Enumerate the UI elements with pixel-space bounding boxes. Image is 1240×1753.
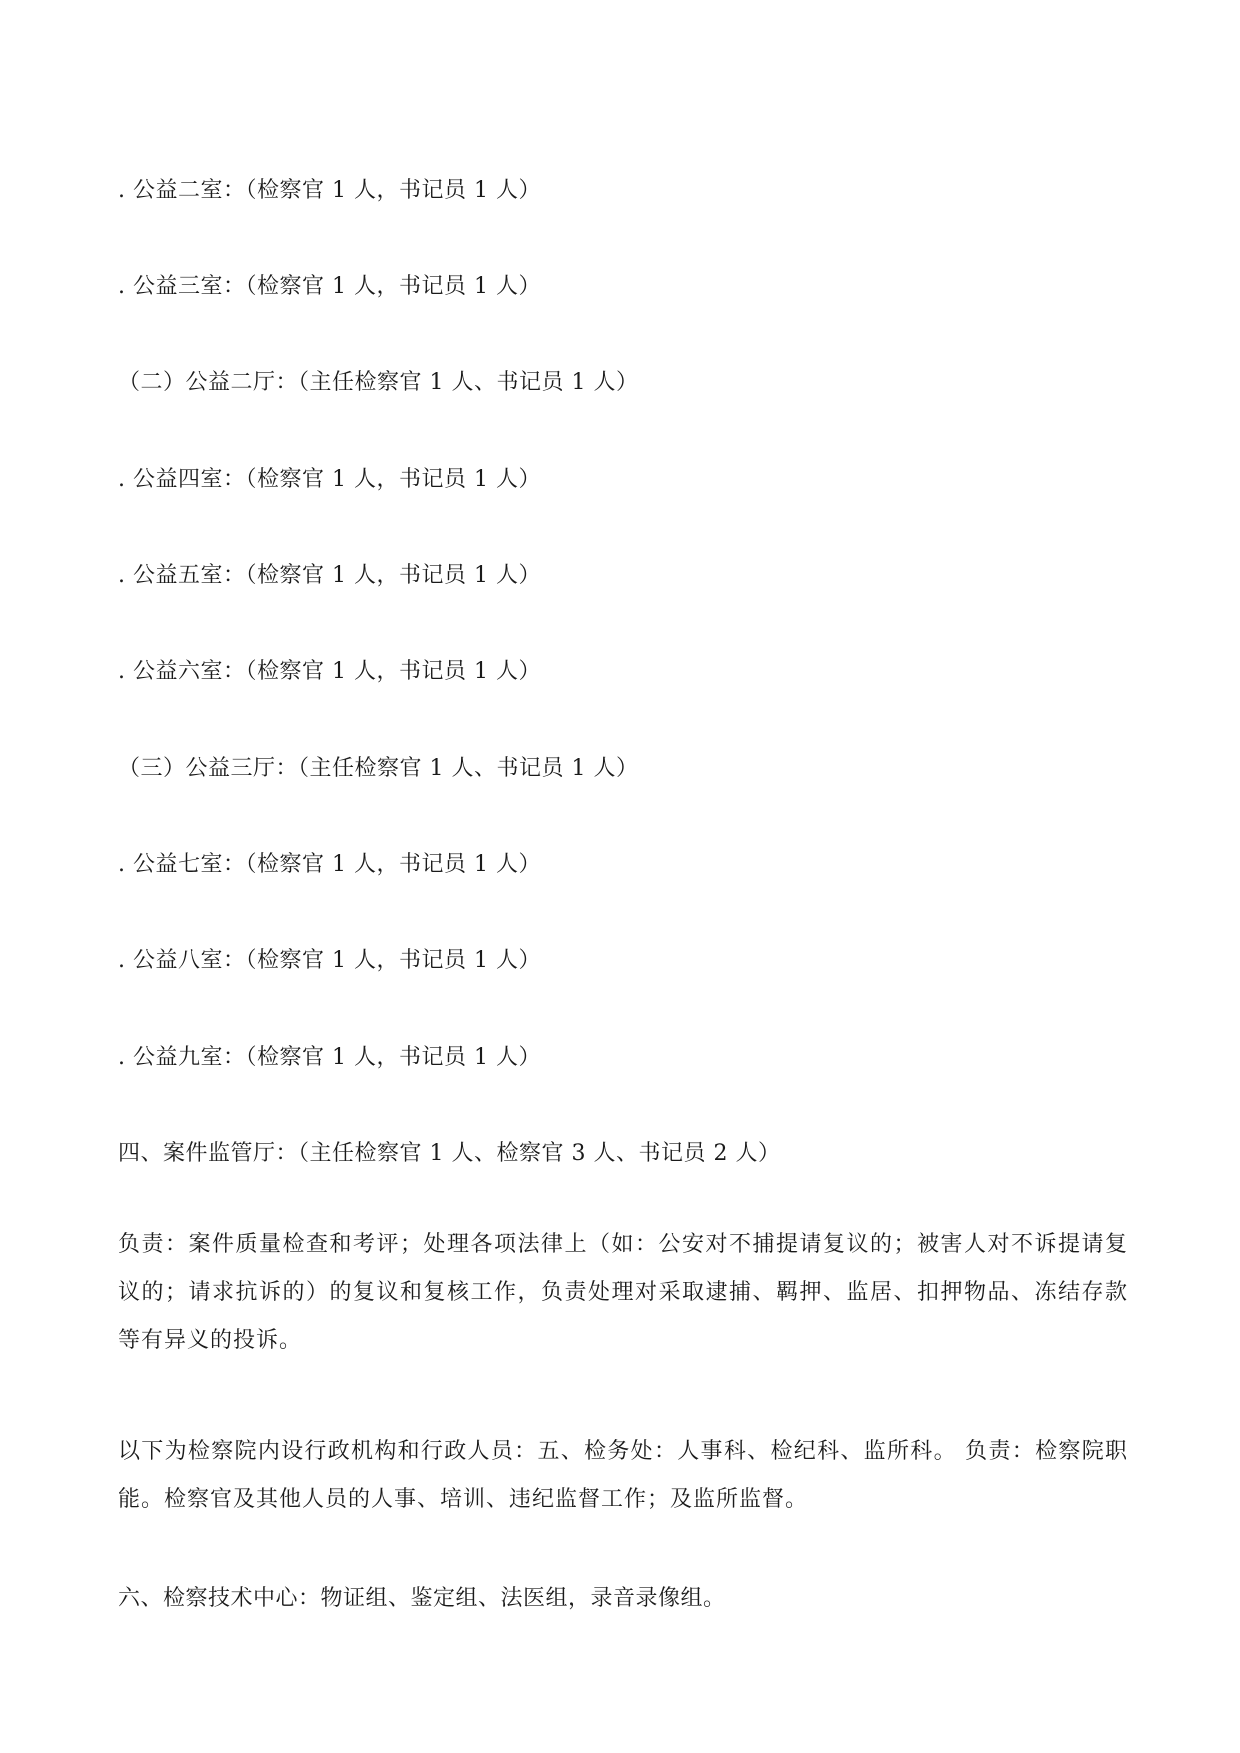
line-public-interest-hall-3: （三）公益三厅：（主任检察官 1 人、书记员 1 人）: [118, 756, 639, 781]
paragraph-responsibility: 负责：案件质量检查和考评；处理各项法律上（如：公安对不捕提请复议的；被害人对不诉提请复议的；请求抗诉的）的复议和复核工作，负责处理对采取逮捕、羁押、监居、扣押物品、冻结存款等有异义的投诉。: [118, 1232, 1128, 1353]
line-public-interest-room-6: . 公益六室：（检察官 1 人，书记员 1 人）: [118, 659, 541, 684]
line-public-interest-room-7: . 公益七室：（检察官 1 人，书记员 1 人）: [118, 852, 541, 877]
line-public-interest-room-4: . 公益四室：（检察官 1 人，书记员 1 人）: [118, 467, 541, 492]
paragraph-admin-structure: 以下为检察院内设行政机构和行政人员：五、检务处：人事科、检纪科、监所科。 负责：检察院职能。检察官及其他人员的人事、培训、违纪监督工作；及监所监督。: [118, 1439, 1128, 1512]
line-public-interest-room-8: . 公益八室：（检察官 1 人，书记员 1 人）: [118, 948, 541, 973]
line-public-interest-room-2: . 公益二室：（检察官 1 人，书记员 1 人）: [118, 178, 541, 203]
line-technical-center: 六、检察技术中心：物证组、鉴定组、法医组，录音录像组。: [118, 1586, 726, 1611]
line-public-interest-room-9: . 公益九室：（检察官 1 人，书记员 1 人）: [118, 1045, 541, 1070]
line-case-supervision-hall: 四、案件监管厅：（主任检察官 1 人、检察官 3 人、书记员 2 人）: [118, 1141, 781, 1166]
line-public-interest-room-3: . 公益三室：（检察官 1 人，书记员 1 人）: [118, 274, 541, 299]
line-public-interest-hall-2: （二）公益二厅：（主任检察官 1 人、书记员 1 人）: [118, 370, 639, 395]
line-public-interest-room-5: . 公益五室：（检察官 1 人，书记员 1 人）: [118, 563, 541, 588]
